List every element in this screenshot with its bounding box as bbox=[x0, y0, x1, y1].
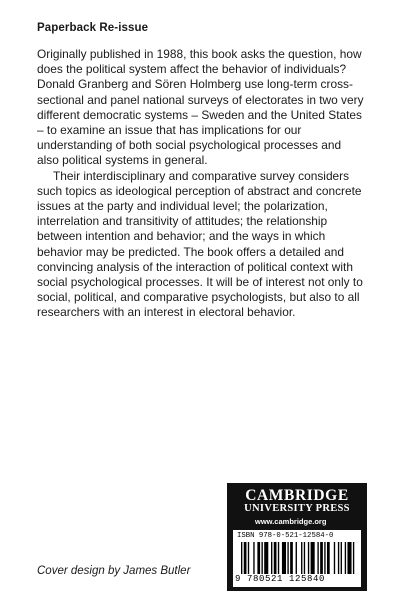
reissue-heading: Paperback Re-issue bbox=[37, 22, 149, 34]
description-paragraph-2: Their interdisciplinary and comparative survey considers such topics as ideological perception of abstract and concrete issues at the party and individual level; the polarization, interrelation and transitivity of attitudes; the relationship between intention and behavior; and the ways in which behavior may be predicted. The book offers a detailed and convincing analysis of the interaction of political context with social psychological processes. It will be of interest not only to social, political, and comparative psychologists, but also to all researchers with an interest in electoral behavior. bbox=[37, 168, 363, 320]
description-paragraph-1: Originally published in 1988, this book asks the question, how does the political system affect the behavior of individuals? Donald Granberg and Sören Holmberg use long-term cross-sectional and panel national surveys of electorates in two very different democratic systems – Sweden and the United States – to examine an issue that has implications for our understanding of both social psychological processes and also political systems in general. bbox=[37, 47, 364, 168]
barcode-icon bbox=[241, 542, 357, 574]
cover-design-credit: Cover design by James Butler bbox=[37, 565, 191, 577]
publisher-logo-block bbox=[227, 483, 367, 591]
barcode-digits: 9 780521 125840 bbox=[235, 574, 326, 584]
isbn-label: ISBN 978-0-521-12584-0 bbox=[237, 532, 334, 540]
book-description bbox=[37, 47, 365, 321]
barcode-panel bbox=[233, 530, 361, 587]
publisher-subtitle: UNIVERSITY PRESS bbox=[244, 503, 350, 514]
publisher-url: www.cambridge.org bbox=[255, 517, 327, 526]
publisher-name: CAMBRIDGE bbox=[245, 487, 349, 504]
